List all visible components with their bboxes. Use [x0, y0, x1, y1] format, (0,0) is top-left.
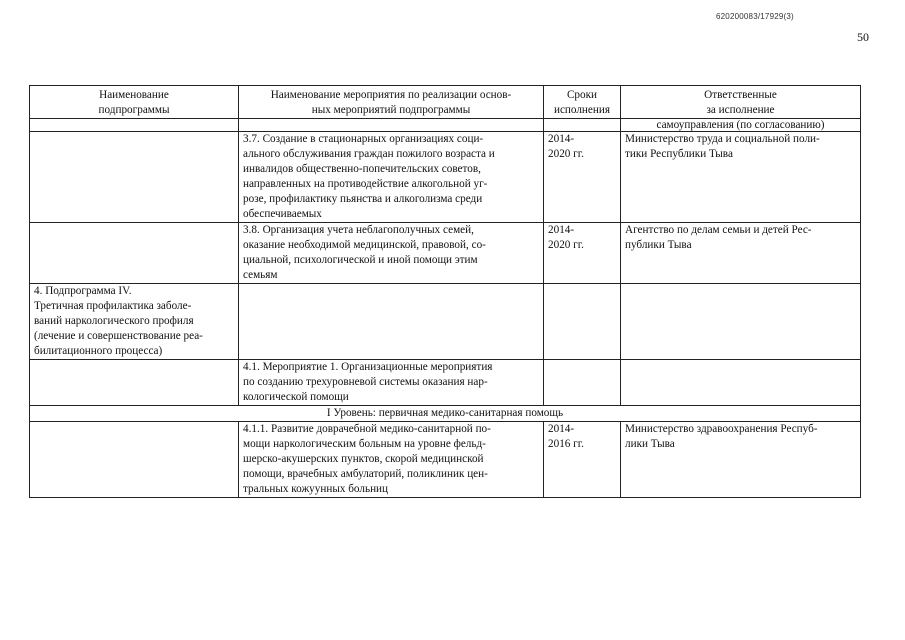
cell-empty: [30, 223, 239, 284]
table-row: [30, 284, 861, 360]
cell-empty: [30, 360, 239, 406]
table-row: [30, 360, 861, 406]
table-header-row: [30, 86, 861, 119]
cell-term-4-1-1: 2014- 2016 гг.: [544, 422, 621, 498]
header-measure: Наименование мероприятия по реализации основ- ных мероприятий подпрограммы: [239, 86, 544, 119]
cell-term-3-8: 2014- 2020 гг.: [544, 223, 621, 284]
cell-empty: [544, 119, 621, 132]
table-row: [30, 406, 861, 422]
cell-measure-4-1: 4.1. Мероприятие 1. Организационные мероприятия по созданию трехуровневой системы оказания нар- кологической помощи: [239, 360, 544, 406]
document-code: 620200083/17929(3): [716, 12, 794, 21]
table-row: [30, 119, 861, 132]
cell-measure-3-8: 3.8. Организация учета неблагополучных семей, оказание необходимой медицинской, правовой, со- циальной, психологической и иной помощи этим семьям: [239, 223, 544, 284]
cell-subprogram-4: 4. Подпрограмма IV. Третичная профилактика заболе- ваний наркологического профиля (лечение и совершенствование реа- билитационного процесса): [30, 284, 239, 360]
cell-level-heading: I Уровень: первичная медико-санитарная помощь: [30, 406, 861, 422]
table-row: [30, 422, 861, 498]
cell-measure-3-7: 3.7. Создание в стационарных организациях соци- ального обслуживания граждан пожилого возраста и инвалидов общественно-попечительских советов, направленных на противодействие алкогольной уг- розе, профилактику пьянства и алкоголизма среди обеспечиваемых: [239, 132, 544, 223]
cell-responsible-3-7: Министерство труда и социальной поли- тики Республики Тыва: [621, 132, 861, 223]
table-row: [30, 223, 861, 284]
header-subprogram: Наименование подпрограммы: [30, 86, 239, 119]
measures-table: [29, 85, 861, 498]
cell-empty: [544, 360, 621, 406]
cell-responsible-4-1-1: Министерство здравоохранения Респуб- лики Тыва: [621, 422, 861, 498]
cell-empty: [30, 119, 239, 132]
page-number: 50: [857, 30, 869, 44]
cell-empty: [30, 132, 239, 223]
header-term: Сроки исполнения: [544, 86, 621, 119]
cell-empty: [239, 284, 544, 360]
cell-empty: [30, 422, 239, 498]
cell-empty: [544, 284, 621, 360]
cell-empty: [621, 284, 861, 360]
cell-responsible-continuation: самоуправления (по согласованию): [621, 119, 861, 132]
header-responsible: Ответственные за исполнение: [621, 86, 861, 119]
cell-responsible-3-8: Агентство по делам семьи и детей Рес- публики Тыва: [621, 223, 861, 284]
cell-measure-4-1-1: 4.1.1. Развитие доврачебной медико-санитарной по- мощи наркологическим больным на уровне фельд- шерско-акушерских пунктов, скорой медицинской помощи, врачебных амбулаторий, поликлиник цен- тральных кожуунных больниц: [239, 422, 544, 498]
cell-term-3-7: 2014- 2020 гг.: [544, 132, 621, 223]
table-row: [30, 132, 861, 223]
cell-empty: [621, 360, 861, 406]
cell-empty: [239, 119, 544, 132]
